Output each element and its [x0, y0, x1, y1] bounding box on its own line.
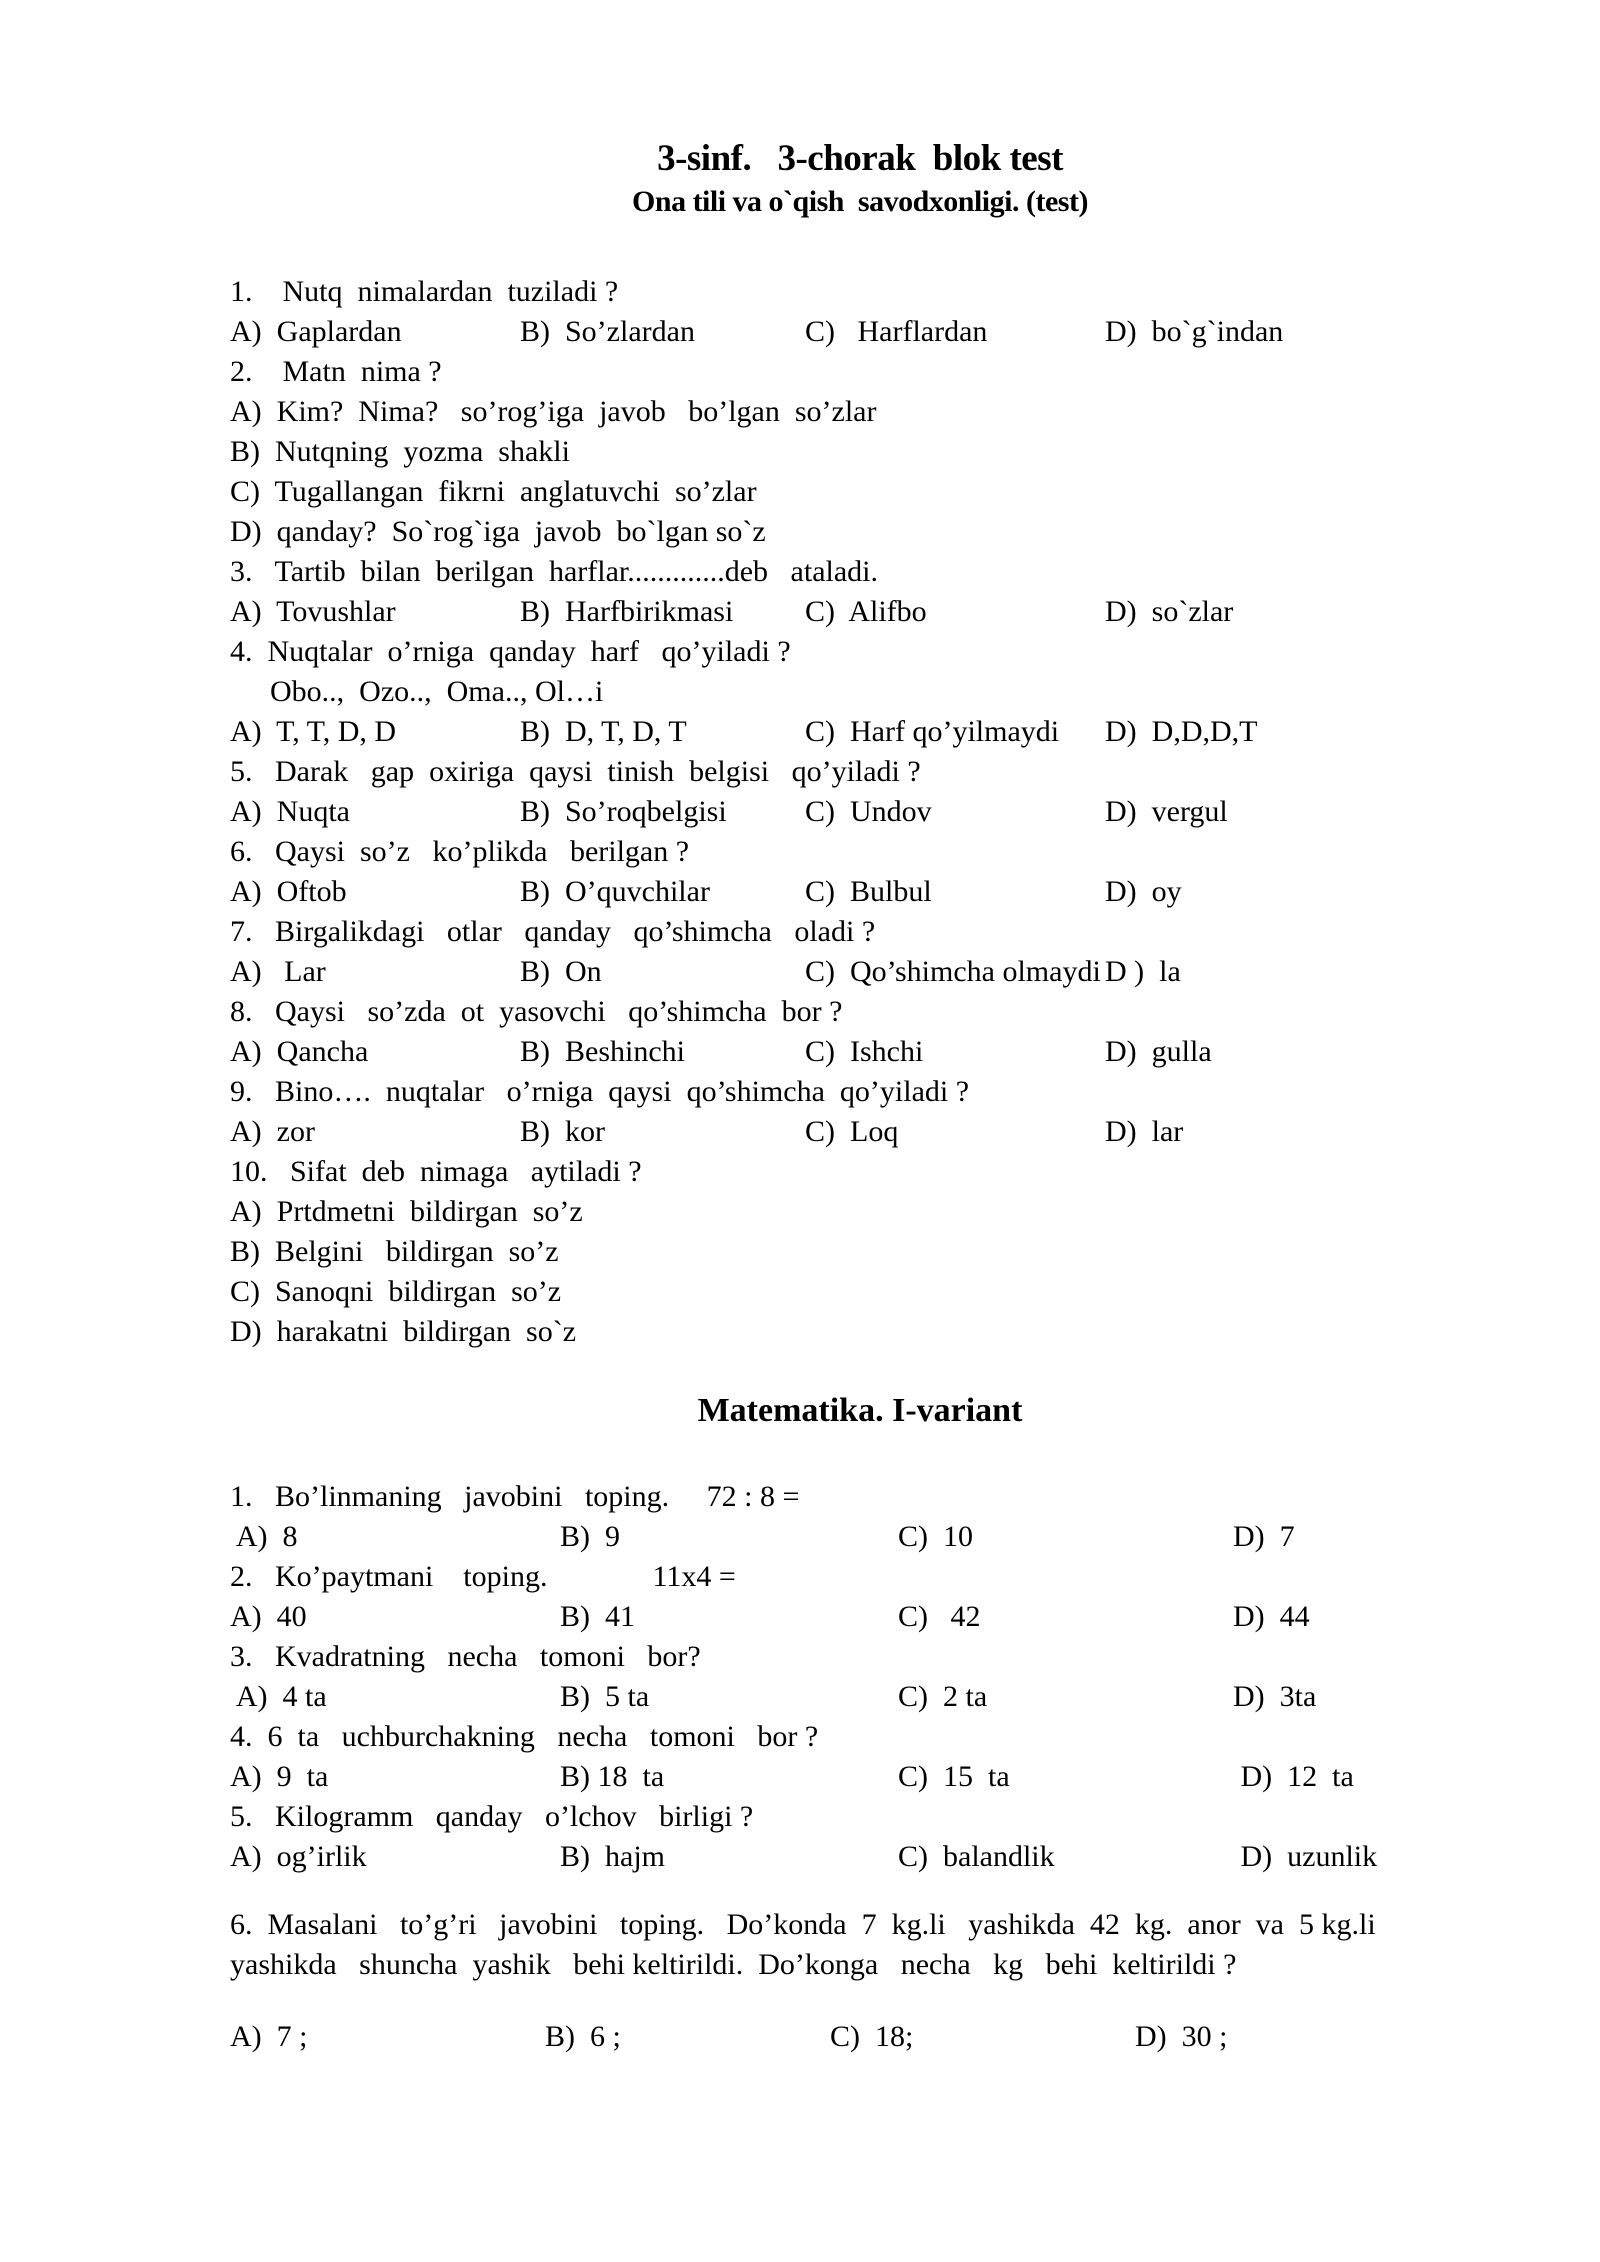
option-d: D) 12 ta: [1233, 1760, 1354, 1793]
option-d: D) 3ta: [1233, 1680, 1317, 1713]
option-b: B) Harfbirikmasi: [520, 595, 734, 628]
option-c: C) Ishchi: [805, 1035, 924, 1068]
option-a: A) Qancha: [230, 1035, 369, 1068]
option-c: C) 15 ta: [898, 1760, 1010, 1793]
option-a: A) Tovushlar: [230, 595, 396, 628]
option-b: B) hajm: [560, 1840, 665, 1873]
question-line: 2. Ko’paytmani toping. 11x4 =: [230, 1560, 736, 1593]
option-a: A) 4 ta: [230, 1680, 327, 1713]
question-line: 6. Qaysi so’z ko’plikda berilgan ?: [230, 835, 690, 868]
question-line: 3. Kvadratning necha tomoni bor?: [230, 1640, 701, 1673]
question-line: 9. Bino…. nuqtalar o’rniga qaysi qo’shimcha qo’yiladi ?: [230, 1075, 970, 1108]
option-c: C) Alifbo: [805, 595, 927, 628]
option-c: C) Bulbul: [805, 875, 932, 908]
options-row: [230, 592, 1490, 632]
option-c: C) 42: [898, 1600, 981, 1633]
option-b: B) Beshinchi: [520, 1035, 685, 1068]
option-c: C) balandlik: [898, 1840, 1055, 1873]
option-b: B) So’roqbelgisi: [520, 795, 727, 828]
option-b: B) 6 ;: [545, 2020, 621, 2053]
option-c: C) 2 ta: [898, 1680, 988, 1713]
options-row: [230, 1597, 1490, 1637]
option-c: C) Harflardan: [805, 315, 988, 348]
question-line: D) qanday? So`rog`iga javob bo`lgan so`z: [230, 515, 766, 548]
question-line: 1. Nutq nimalardan tuziladi ?: [230, 275, 619, 308]
question-line: 5. Kilogramm qanday o’lchov birligi ?: [230, 1800, 754, 1833]
question-line: 4. 6 ta uchburchakning necha tomoni bor ?: [230, 1720, 819, 1753]
option-d: D) uzunlik: [1233, 1840, 1378, 1873]
option-d: D) D,D,D,T: [1105, 715, 1258, 748]
options-row: [230, 2017, 1490, 2057]
question-line: B) Belgini bildirgan so’z: [230, 1235, 559, 1268]
option-c: C) Qo’shimcha olmaydi: [805, 955, 1101, 988]
option-b: B) D, T, D, T: [520, 715, 687, 748]
option-a: A) Oftob: [230, 875, 347, 908]
option-b: B) So’zlardan: [520, 315, 695, 348]
option-b: B) 41: [560, 1600, 635, 1633]
option-b: B) 5 ta: [560, 1680, 650, 1713]
option-a: A) Nuqta: [230, 795, 350, 828]
question-line: B) Nutqning yozma shakli: [230, 435, 570, 468]
document-title: 3-sinf. 3-chorak blok test: [657, 138, 1063, 179]
ona-tili-section: [230, 272, 1490, 1352]
options-row: [230, 1032, 1490, 1072]
option-d: D) 44: [1233, 1600, 1310, 1633]
problem-paragraph-line: yashikda shuncha yashik behi keltirildi. Do’konga necha kg behi keltirildi ?: [230, 1948, 1237, 1981]
fill-in-words-line: Obo.., Ozo.., Oma.., Ol…i: [270, 675, 604, 708]
option-a: A) Lar: [230, 955, 326, 988]
option-d: D) vergul: [1105, 795, 1228, 828]
options-row: [230, 1677, 1490, 1717]
options-row: [230, 952, 1490, 992]
question-line: A) Prtdmetni bildirgan so’z: [230, 1195, 583, 1228]
question-line: D) harakatni bildirgan so`z: [230, 1315, 577, 1348]
question-line: C) Tugallangan fikrni anglatuvchi so’zlar: [230, 475, 757, 508]
option-d: D) bo`g`indan: [1105, 315, 1284, 348]
option-d: D ) la: [1105, 955, 1181, 988]
options-row: [230, 312, 1490, 352]
option-b: B) kor: [520, 1115, 605, 1148]
option-b: B) On: [520, 955, 602, 988]
question-line: 7. Birgalikdagi otlar qanday qo’shimcha oladi ?: [230, 915, 876, 948]
problem-paragraph-line: 6. Masalani to’g’ri javobini toping. Do’konda 7 kg.li yashikda 42 kg. anor va 5 kg.li: [230, 1908, 1376, 1941]
option-a: A) 8: [230, 1520, 298, 1553]
option-d: D) gulla: [1105, 1035, 1212, 1068]
question-line: 8. Qaysi so’zda ot yasovchi qo’shimcha bor ?: [230, 995, 843, 1028]
matematika-section: [230, 1477, 1490, 2057]
option-b: B) O’quvchilar: [520, 875, 710, 908]
question-line: A) Kim? Nima? so’rog’iga javob bo’lgan so’zlar: [230, 395, 877, 428]
options-row: [230, 712, 1490, 752]
option-a: A) Gaplardan: [230, 315, 402, 348]
question-line: 4. Nuqtalar o’rniga qanday harf qo’yiladi ?: [230, 635, 791, 668]
options-row: [230, 792, 1490, 832]
question-line: 2. Matn nima ?: [230, 355, 442, 388]
option-a: A) og’irlik: [230, 1840, 367, 1873]
option-d: D) 30 ;: [1135, 2020, 1228, 2053]
option-c: C) Harf qo’yilmaydi: [805, 715, 1060, 748]
options-row: [230, 872, 1490, 912]
matematika-section-title: Matematika. I-variant: [697, 1392, 1023, 1429]
option-c: C) 10: [898, 1520, 973, 1553]
option-c: C) Undov: [805, 795, 932, 828]
option-c: C) 18;: [830, 2020, 914, 2053]
options-row: [230, 1757, 1490, 1797]
option-b: B) 18 ta: [560, 1760, 665, 1793]
option-a: A) 7 ;: [230, 2020, 308, 2053]
question-line: 1. Bo’linmaning javobini toping. 72 : 8 =: [230, 1480, 800, 1513]
question-line: C) Sanoqni bildirgan so’z: [230, 1275, 562, 1308]
option-d: D) 7: [1233, 1520, 1295, 1553]
option-b: B) 9: [560, 1520, 620, 1553]
option-c: C) Loq: [805, 1115, 899, 1148]
option-d: D) lar: [1105, 1115, 1184, 1148]
option-a: A) 40: [230, 1600, 307, 1633]
question-line: 3. Tartib bilan berilgan harflar.............deb ataladi.: [230, 555, 878, 588]
option-a: A) zor: [230, 1115, 315, 1148]
options-row: [230, 1517, 1490, 1557]
options-row: [230, 1837, 1490, 1877]
question-line: 5. Darak gap oxiriga qaysi tinish belgisi qo’yiladi ?: [230, 755, 921, 788]
question-line: 10. Sifat deb nimaga aytiladi ?: [230, 1155, 642, 1188]
option-d: D) oy: [1105, 875, 1182, 908]
document-subtitle: Ona tili va o`qish savodxonligi. (test): [632, 185, 1088, 218]
option-d: D) so`zlar: [1105, 595, 1234, 628]
option-a: A) 9 ta: [230, 1760, 329, 1793]
option-a: A) T, T, D, D: [230, 715, 397, 748]
options-row: [230, 1112, 1490, 1152]
